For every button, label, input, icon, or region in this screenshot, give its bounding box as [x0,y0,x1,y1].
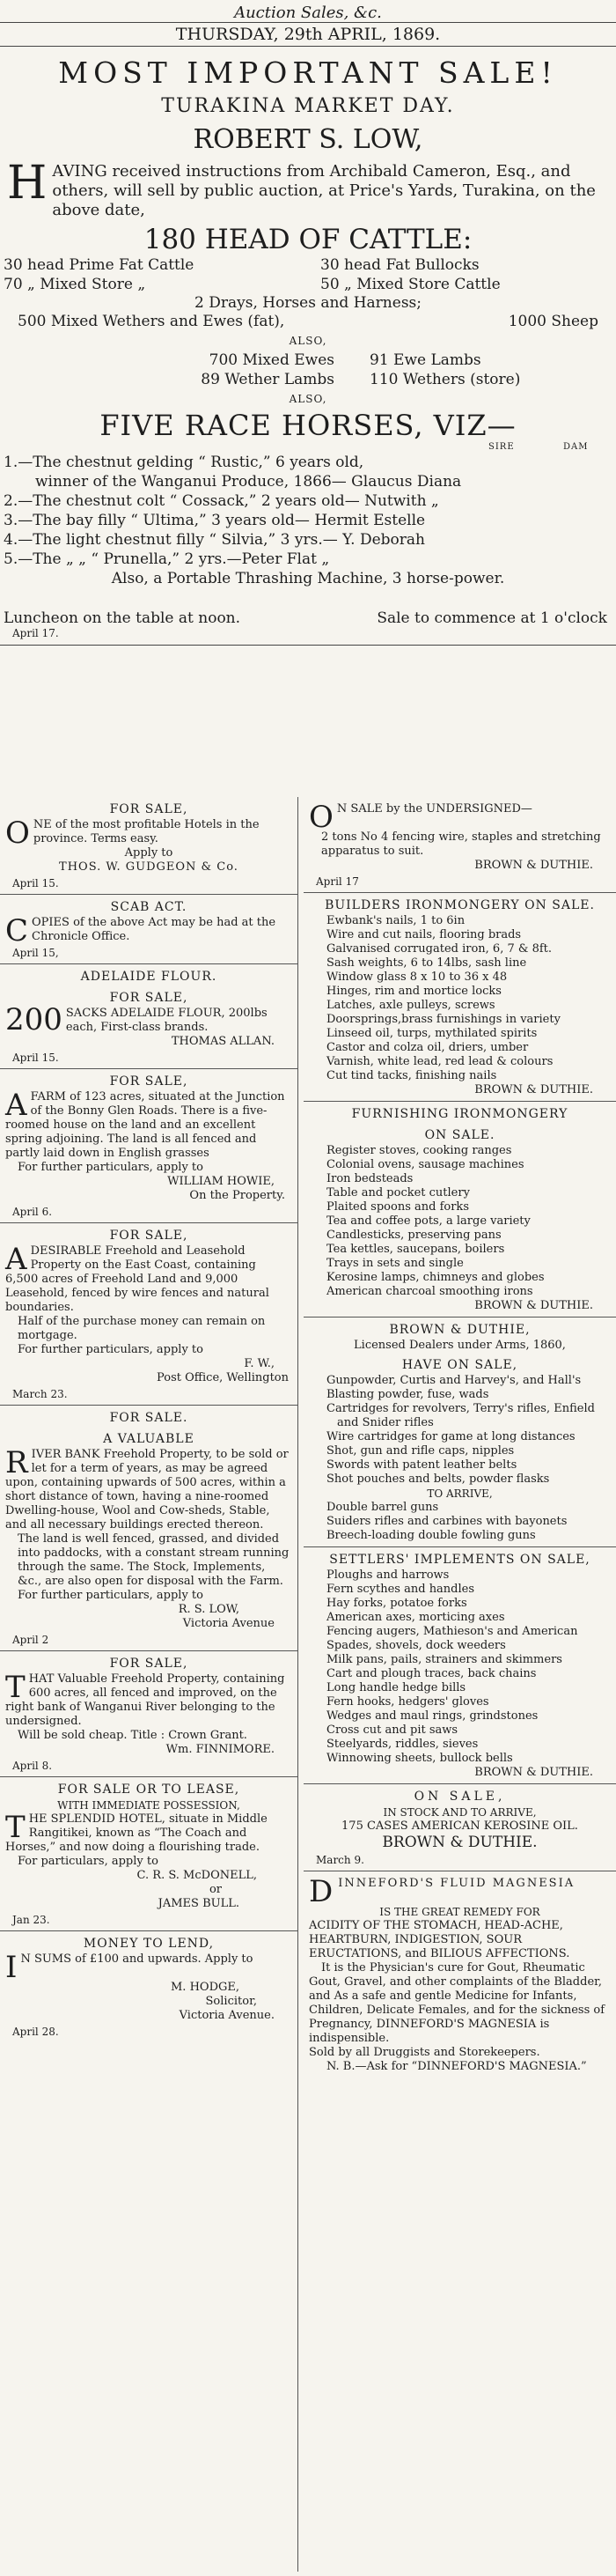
horse-line: 4.—The light chestnut filly “ Silvia,” 3 yrs.— Y. Deborah [4,531,425,549]
list-item: Swords with patent leather belts [326,1458,517,1472]
list-item: Kerosine lamps, chimneys and globes [326,1271,545,1284]
list-item: Ploughs and harrows [326,1568,450,1582]
list-item: Shot pouches and belts, powder flasks [326,1473,550,1486]
list-item: Table and pocket cutlery [326,1186,470,1199]
list-item: Colonial ovens, sausage machines [326,1158,524,1171]
list-item: Sash weights, 6 to 14lbs, sash line [326,956,527,970]
date-line: THURSDAY, 29th APRIL, 1869. [175,25,441,44]
subhead: TURAKINA MARKET DAY. [161,95,455,117]
list-item: Wire and cut nails, flooring brads [326,928,522,941]
list-item: Blasting powder, fuse, wads [326,1388,489,1401]
arms-items [309,1374,611,1487]
arms-items-arriving [309,1501,611,1543]
horse-line: 1.—The chestnut gelding “ Rustic,” 6 years old, [4,454,364,471]
headline: MOST IMPORTANT SALE! [58,55,558,90]
ad-splendid-hotel: FOR SALE OR TO LEASE, WITH IMMEDIATE POSSESSION, THE SPLENDID HOTEL, situate in Middle Rangitikei, known as “The Coach and Horses,” and now doing a flourishing trade. For particulars, apply to C. R. S. McDONELL, or JAMES BULL. Jan 23. [0,1777,297,1931]
ad-fencing-wire: O N SALE by the UNDERSIGNED— 2 tons No 4 fencing wire, staples and stretching apparatus to suit. BROWN & DUTHIE. April 17 [304,797,616,893]
dam-label: DAM [563,442,589,452]
ad-river-bank: FOR SALE. A VALUABLE RIVER BANK Freehold Property, to be sold or let for a term of years, as may be agreed upon, containing upwards of 500 acres, within a short distance of town, having a nine-roomed Dwelling-house, Wool and Cow-sheds, Stable, and all necessary buildings erected thereon. The land is well fenced, grassed, and divided into paddocks, with a constant stream running through the same. The Stock, Implements, &c., are also open for disposal with the Farm. For further particulars, apply to R. S. LOW, Victoria Avenue April 2 [0,1406,297,1651]
sheep-row: 89 Wether Lambs 110 Wethers (store) [201,371,521,388]
list-item: Long handle hedge bills [326,1681,466,1694]
list-item: Hay forks, potatoe forks [326,1597,467,1610]
cattle-row: 70 „ Mixed Store „ 50 „ Mixed Store Cattle [4,276,501,293]
list-item: Cut tind tacks, finishing nails [326,1069,497,1082]
ad-farm: FOR SALE, AFARM of 123 acres, situated at the Junction of the Bonny Glen Roads. There is a five-roomed house on the land and an excellent spring adjoining. The land is all fenced and partly laid down in English grasses For further particulars, apply to WILLIAM HOWIE, On the Property. April 6. [0,1069,297,1223]
list-item: Wedges and maul rings, grindstones [326,1709,539,1723]
horse-line: 3.—The bay filly “ Ultima,” 3 years old— Hermit Estelle [4,512,426,529]
horse-line: winner of the Wanganui Produce, 1866— Glaucus Diana [35,473,462,491]
list-item: Tea and coffee pots, a large variety [326,1214,531,1228]
list-item: Double barrel guns [326,1501,439,1514]
list-item: Ewbank's nails, 1 to 6in [326,914,466,927]
ad-money-to-lend: MONEY TO LEND, I N SUMS of £100 and upwards. Apply to M. HODGE, Solicitor, Victoria Avenue. April 28. [5,1937,275,2038]
lunch-line: Luncheon on the table at noon. Sale to commence at 1 o'clock [4,609,607,627]
ad-hotel: FOR SALE, ONE of the most profitable Hotels in the province. Terms easy. Apply to THOS. W. GUDGEON & Co. April 15. [0,797,297,895]
wethers-line: 500 Mixed Wethers and Ewes (fat), 1000 Sheep [18,313,598,330]
list-item: Varnish, white lead, red lead & colours [326,1055,554,1068]
list-item: Cartridges for revolvers, Terry's rifles, Enfield and Snider rifles [326,1402,595,1429]
ad-east-coast-property: FOR SALE, ADESIRABLE Freehold and Leasehold Property on the East Coast, containing 6,500 acres of Freehold Land and 9,000 Leasehold, fenced by wire fences and natural boundaries. Half of the purchase money can remain on mortgage. For further particulars, apply to F. W., Post Office, Wellington March 23. [0,1223,297,1406]
list-item: Milk pans, pails, strainers and skimmers [326,1653,562,1666]
list-item: Cart and plough traces, back chains [326,1667,537,1680]
cattle-row: 30 head Prime Fat Cattle 30 head Fat Bullocks [4,256,480,274]
left-column [0,797,298,2572]
list-item: Iron bedsteads [326,1172,414,1185]
section-header: Auction Sales, &c. [234,4,382,22]
furnishing-items [309,1144,611,1299]
thrasher-line: Also, a Portable Thrashing Machine, 3 horse-power. [111,570,505,587]
list-item: Wire cartridges for game at long distances [326,1430,576,1443]
ad-adelaide-flour: ADELAIDE FLOUR. FOR SALE, 200 SACKS ADELAIDE FLOUR, 200lbs each, First-class brands. THOMAS ALLAN. April 15. [0,964,297,1069]
ad-scab-act: SCAB ACT. COPIES of the above Act may be had at the Chronicle Office. April 15, [0,895,297,964]
also-label: ALSO, [289,393,327,405]
sire-label: SIRE [488,442,515,452]
ad-dinnefords-magnesia: DINNEFORD'S FLUID MAGNESIA IS THE GREAT REMEDY FOR ACIDITY OF THE STOMACH, HEAD-ACHE, HEARTBURN, INDIGESTION, SOUR ERUCTATIONS, and BILIOUS AFFECTIONS. It is the Physician's cure for Gout, Rheumatic Gout, Gravel, and other complaints of the Bladder, and As a safe and gentle Medicine for Infants, Children, Delicate Females, and for the sickness of Pregnancy, DINNEFORD'S MAGNESIA is indispensible. Sold by all Druggists and Storekeepers. N. B.—Ask for “DINNEFORD'S MAGNESIA.” [309,1874,605,2073]
auctioneer-name: ROBERT S. LOW, [193,124,423,155]
list-item: Trays in sets and single [326,1257,464,1270]
horse-line: 2.—The chestnut colt “ Cossack,” 2 years old— Nutwith „ [4,492,439,510]
intro-text: AVING received instructions from Archibald Cameron, Esq., and others, will sell by public auction, at Price's Yards, Turakina, on the above date, [52,162,596,219]
list-item: Breech-loading double fowling guns [326,1529,536,1542]
list-item: Gunpowder, Curtis and Harvey's, and Hall's [326,1374,582,1387]
list-item: Spades, shovels, dock weeders [326,1639,506,1652]
list-item: Tea kettles, saucepans, boilers [326,1243,505,1256]
ad-arms-dealers: BROWN & DUTHIE, Licensed Dealers under Arms, 1860, HAVE ON SALE, Gunpowder, Curtis and Harvey's, and Hall's Blasting powder, fuse, wads Cartridges for revolvers, Terry's rifles, Enfield and Snider rifles Wire cartridges for game at long distances Shot, gun and rifle caps, nipples Swords with patent leather belts Shot pouches and belts, powder flasks TO ARRIVE, Double barrel guns Suiders rifles and carbines with bayonets Breech-loading double fowling guns [304,1318,616,1547]
ad-furnishing-ironmongery: FURNISHING IRONMONGERY ON SALE. Register stoves, cooking ranges Colonial ovens, sausage machines Iron bedsteads Table and pocket cutlery Plaited spoons and forks Tea and coffee pots, a large variety Candlesticks, preserving pans Tea kettles, saucepans, boilers Trays in sets and single Kerosine lamps, chimneys and globes American charcoal smoothing irons BROWN & DUTHIE. [304,1102,616,1318]
list-item: Hinges, rim and mortice locks [326,985,502,998]
list-item: Fencing augers, Mathieson's and American [326,1625,578,1638]
horses-heading: FIVE RACE HORSES, VIZ— [99,409,517,442]
drays-line: 2 Drays, Horses and Harness; [194,294,422,312]
builders-items [309,914,611,1083]
list-item: Register stoves, cooking ranges [326,1144,512,1157]
list-item: Fern scythes and handles [326,1583,475,1596]
main-auction-notice [0,0,616,793]
list-item: Linseed oil, turps, mythilated spirits [326,1027,538,1040]
list-item: American charcoal smoothing irons [326,1285,533,1298]
list-item: Plaited spoons and forks [326,1200,469,1214]
list-item: Doorsprings,brass furnishings in variety [326,1013,561,1026]
list-item: Candlesticks, preserving pans [326,1229,502,1242]
list-item: Shot, gun and rifle caps, nipples [326,1444,515,1458]
list-item: American axes, morticing axes [326,1611,505,1624]
intro-paragraph [7,157,609,220]
also-label: ALSO, [289,335,327,347]
ad-builders-ironmongery: BUILDERS IRONMONGERY ON SALE. Ewbank's nails, 1 to 6in Wire and cut nails, flooring brads Galvanised corrugated iron, 6, 7 & 8ft. Sash weights, 6 to 14lbs, sash line Window glass 8 x 10 to 36 x 48 Hinges, rim and mortice locks Latches, axle pulleys, screws Doorsprings,brass furnishings in variety Linseed oil, turps, mythilated spirits Castor and colza oil, driers, umber Varnish, white lead, red lead & colours Cut tind tacks, finishing nails BROWN & DUTHIE. [304,893,616,1102]
list-item: Cross cut and pit saws [326,1723,458,1737]
notice-date: April 17. [12,627,59,639]
horse-line: 5.—The „ „ “ Prunella,” 2 yrs.—Peter Flat „ [4,550,330,568]
sheep-row: 700 Mixed Ewes 91 Ewe Lambs [209,351,481,369]
ad-kerosine-oil: ON SALE, IN STOCK AND TO ARRIVE, 175 CASES AMERICAN KEROSINE OIL. BROWN & DUTHIE. March 9. [304,1784,616,1871]
drop-cap: H [7,157,48,210]
list-item: Winnowing sheets, bullock bells [326,1752,513,1765]
list-item: Fern hooks, hedgers' gloves [326,1695,489,1709]
list-item: Suiders rifles and carbines with bayonets [326,1515,568,1528]
list-item: Window glass 8 x 10 to 36 x 48 [326,971,508,984]
list-item: Latches, axle pulleys, screws [326,999,495,1012]
cattle-heading: 180 HEAD OF CATTLE: [143,224,473,255]
list-item: Steelyards, riddles, sieves [326,1738,479,1751]
settlers-items [309,1568,611,1766]
right-column [304,797,616,2572]
list-item: Castor and colza oil, driers, umber [326,1041,529,1054]
list-item: Galvanised corrugated iron, 6, 7 & 8ft. [326,942,553,956]
ad-settlers-implements: SETTLERS' IMPLEMENTS ON SALE, Ploughs and harrows Fern scythes and handles Hay forks, potatoe forks American axes, morticing axes Fencing augers, Mathieson's and American Spades, shovels, dock weeders Milk pans, pails, strainers and skimmers Cart and plough traces, back chains Long handle hedge bills Fern hooks, hedgers' gloves Wedges and maul rings, grindstones Cross cut and pit saws Steelyards, riddles, sieves Winnowing sheets, bullock bells BROWN & DUTHIE. [304,1547,616,1784]
ad-freehold-wanganui: FOR SALE, THAT Valuable Freehold Property, containing 600 acres, all fenced and improved, on the right bank of Wanganui River belonging to the undersigned. Will be sold cheap. Title : Crown Grant. Wm. FINNIMORE. April 8. [0,1651,297,1777]
